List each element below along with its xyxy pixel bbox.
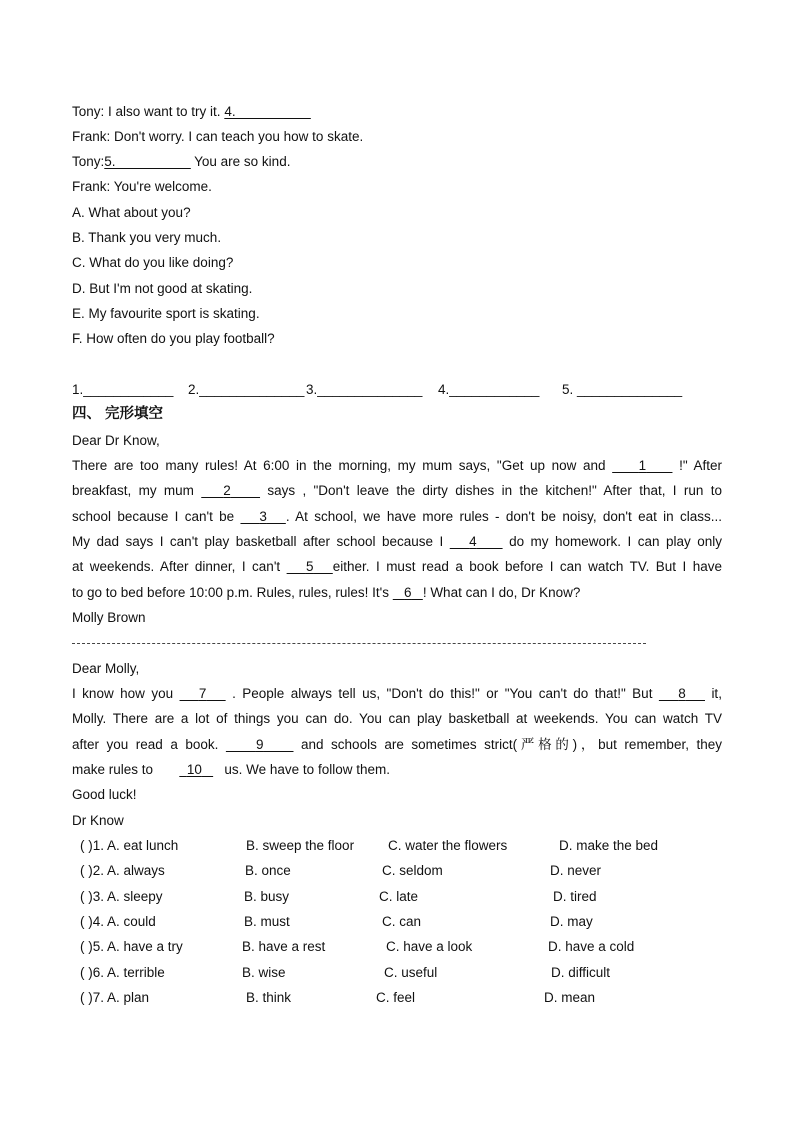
dialog-line-frank-1: Frank: Don't worry. I can teach you how to skate. [72,129,364,144]
dialog-line-frank-2: Frank: You're welcome. [72,179,212,194]
letter2-line-1: I know how you 7 . People always tell us, "Don't do this!" or "You can't do that!" But 8 it, [72,686,722,701]
cloze-blank-6[interactable]: 6 [404,585,412,600]
question-2-num-a[interactable]: ( )2. A. always [80,863,165,878]
cloze-blank-8[interactable]: 8 [678,686,686,701]
question-7-c: C. feel [376,990,416,1005]
blank-5[interactable]: 5.__________ [104,154,191,169]
choice-b: B. Thank you very much. [72,230,222,245]
letter2-signature: Dr Know [72,813,124,828]
blank-4[interactable]: 4.__________ [224,104,311,119]
letter1-line-4: My dad says I can't play basketball after school because I 4 do my homework. I can play only [72,534,722,549]
question-2-d: D. never [550,863,602,878]
question-1-d: D. make the bed [559,838,659,853]
question-5-num-a[interactable]: ( )5. A. have a try [80,939,183,954]
choice-f: F. How often do you play football? [72,331,275,346]
question-4-c: C. can [382,914,422,929]
letter1-line-1: There are too many rules! At 6:00 in the morning, my mum says, "Get up now and 1 !" After [72,458,722,473]
question-1-c: C. water the flowers [388,838,508,853]
cloze-blank-9[interactable]: 9 [255,737,264,752]
answer-blank-1[interactable]: 1.____________ [72,382,174,397]
cloze-blank-3[interactable]: 3 [259,509,267,524]
letter1-line-2: breakfast, my mum 2 says , "Don't leave the dirty dishes in the kitchen!" After that, I run to [72,483,722,498]
question-3-d: D. tired [553,889,597,904]
question-5-c: C. have a look [386,939,473,954]
question-2-c: C. seldom [382,863,443,878]
cloze-blank-2[interactable]: 2 [223,483,231,498]
question-6-d: D. difficult [551,965,611,980]
question-6-c: C. useful [384,965,438,980]
cloze-blank-7[interactable]: 7 [198,686,207,701]
choice-c: C. What do you like doing? [72,255,234,270]
letter1-line-3: school because I can't be 3 . At school, we have more rules - don't be noisy, don't eat in class... [72,509,722,524]
question-5-b: B. have a rest [242,939,326,954]
dialog-line-tony-2: Tony:5.__________ You are so kind. [72,154,291,169]
question-3-b: B. busy [244,889,290,904]
answer-blank-4[interactable]: 4.____________ [438,382,540,397]
letter1-line-5: at weekends. After dinner, I can't 5 either. I must read a book before I can watch TV. But I have [72,559,722,574]
question-7-d: D. mean [544,990,596,1005]
answer-blank-3[interactable]: 3.______________ [306,382,423,397]
choice-a: A. What about you? [72,205,191,220]
cloze-blank-5[interactable]: 5 [305,559,314,574]
choice-e: E. My favourite sport is skating. [72,306,260,321]
section-title: 四、 完形填空 [72,406,164,422]
question-4-b: B. must [244,914,290,929]
letter1-signature: Molly Brown [72,610,146,625]
letter2-greeting: Dear Molly, [72,661,140,676]
question-1-b: B. sweep the floor [246,838,355,853]
letter2-line-2: Molly. There are a lot of things you can do. You can play basketball at weekends. You can watch TV [72,711,722,726]
question-3-num-a[interactable]: ( )3. A. sleepy [80,889,163,904]
question-4-d: D. may [550,914,593,929]
cloze-blank-10[interactable]: 10 [186,762,202,777]
separator-line [72,643,646,644]
cloze-blank-4[interactable]: 4 [469,534,477,549]
question-7-b: B. think [246,990,292,1005]
question-2-b: B. once [245,863,291,878]
cloze-blank-1[interactable]: 1 [638,458,647,473]
answer-blank-5[interactable]: 5. ______________ [562,382,683,397]
letter1-line-6: to go to bed before 10:00 p.m. Rules, rules, rules! It's 6 ! What can I do, Dr Know? [72,585,581,600]
question-5-d: D. have a cold [548,939,635,954]
letter2-line-3: after you read a book. 9 and schools are sometimes strict(严格的)，but remember, they [72,737,722,752]
letter2-closing: Good luck! [72,787,137,802]
question-1-num-a[interactable]: ( )1. A. eat lunch [80,838,179,853]
letter1-greeting: Dear Dr Know, [72,433,160,448]
choice-d: D. But I'm not good at skating. [72,281,253,296]
answer-blank-2[interactable]: 2.______________ [188,382,305,397]
dialog-line-tony-1: Tony: I also want to try it. 4.__________ [72,104,311,119]
question-7-num-a[interactable]: ( )7. A. plan [80,990,150,1005]
question-3-c: C. late [379,889,419,904]
question-4-num-a[interactable]: ( )4. A. could [80,914,156,929]
question-6-b: B. wise [242,965,286,980]
question-6-num-a[interactable]: ( )6. A. terrible [80,965,165,980]
letter2-line-4: make rules to 10 us. We have to follow them. [72,762,390,777]
